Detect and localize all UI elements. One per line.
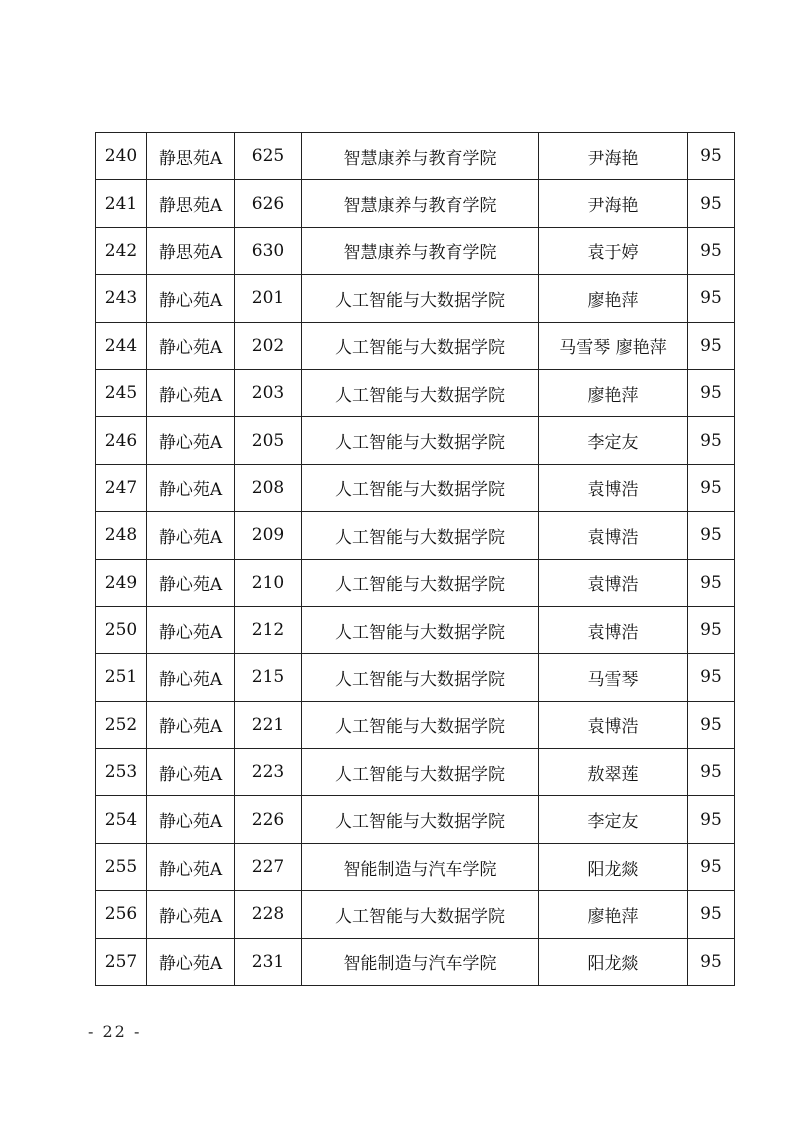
cell-number: 248 bbox=[96, 512, 147, 559]
cell-building: 静思苑A bbox=[147, 180, 235, 227]
table-row bbox=[96, 891, 735, 938]
cell-score: 95 bbox=[688, 322, 735, 369]
cell-room: 221 bbox=[235, 701, 302, 748]
cell-number: 246 bbox=[96, 417, 147, 464]
cell-score: 95 bbox=[688, 559, 735, 606]
table-row bbox=[96, 133, 735, 180]
cell-college: 人工智能与大数据学院 bbox=[302, 369, 539, 416]
cell-score: 95 bbox=[688, 180, 735, 227]
cell-person: 尹海艳 bbox=[539, 180, 688, 227]
cell-room: 231 bbox=[235, 938, 302, 985]
cell-room: 228 bbox=[235, 891, 302, 938]
cell-score: 95 bbox=[688, 938, 735, 985]
cell-person: 袁于婷 bbox=[539, 227, 688, 274]
cell-room: 208 bbox=[235, 464, 302, 511]
cell-number: 244 bbox=[96, 322, 147, 369]
cell-number: 257 bbox=[96, 938, 147, 985]
cell-score: 95 bbox=[688, 512, 735, 559]
cell-college: 人工智能与大数据学院 bbox=[302, 559, 539, 606]
cell-room: 630 bbox=[235, 227, 302, 274]
cell-building: 静心苑A bbox=[147, 654, 235, 701]
cell-number: 243 bbox=[96, 275, 147, 322]
cell-college: 智慧康养与教育学院 bbox=[302, 133, 539, 180]
cell-person: 袁博浩 bbox=[539, 606, 688, 653]
cell-building: 静心苑A bbox=[147, 701, 235, 748]
cell-person: 廖艳萍 bbox=[539, 275, 688, 322]
cell-college: 人工智能与大数据学院 bbox=[302, 796, 539, 843]
cell-college: 人工智能与大数据学院 bbox=[302, 891, 539, 938]
cell-room: 202 bbox=[235, 322, 302, 369]
cell-score: 95 bbox=[688, 654, 735, 701]
cell-person: 尹海艳 bbox=[539, 133, 688, 180]
cell-room: 209 bbox=[235, 512, 302, 559]
cell-room: 201 bbox=[235, 275, 302, 322]
cell-building: 静心苑A bbox=[147, 891, 235, 938]
cell-room: 210 bbox=[235, 559, 302, 606]
table-row bbox=[96, 369, 735, 416]
cell-building: 静心苑A bbox=[147, 369, 235, 416]
cell-room: 215 bbox=[235, 654, 302, 701]
cell-building: 静心苑A bbox=[147, 796, 235, 843]
cell-college: 人工智能与大数据学院 bbox=[302, 322, 539, 369]
cell-number: 242 bbox=[96, 227, 147, 274]
cell-room: 227 bbox=[235, 843, 302, 890]
cell-score: 95 bbox=[688, 796, 735, 843]
cell-college: 人工智能与大数据学院 bbox=[302, 275, 539, 322]
cell-score: 95 bbox=[688, 843, 735, 890]
cell-college: 智慧康养与教育学院 bbox=[302, 180, 539, 227]
cell-college: 人工智能与大数据学院 bbox=[302, 606, 539, 653]
cell-room: 205 bbox=[235, 417, 302, 464]
table-row bbox=[96, 417, 735, 464]
cell-building: 静心苑A bbox=[147, 322, 235, 369]
table-row bbox=[96, 654, 735, 701]
cell-number: 256 bbox=[96, 891, 147, 938]
cell-number: 254 bbox=[96, 796, 147, 843]
cell-person: 马雪琴 廖艳萍 bbox=[539, 322, 688, 369]
cell-room: 226 bbox=[235, 796, 302, 843]
cell-person: 李定友 bbox=[539, 417, 688, 464]
cell-room: 223 bbox=[235, 749, 302, 796]
cell-score: 95 bbox=[688, 133, 735, 180]
cell-person: 李定友 bbox=[539, 796, 688, 843]
dormitory-table bbox=[95, 132, 735, 986]
cell-person: 袁博浩 bbox=[539, 464, 688, 511]
cell-number: 245 bbox=[96, 369, 147, 416]
cell-person: 敖翠莲 bbox=[539, 749, 688, 796]
cell-person: 阳龙燚 bbox=[539, 938, 688, 985]
cell-college: 人工智能与大数据学院 bbox=[302, 654, 539, 701]
cell-number: 249 bbox=[96, 559, 147, 606]
cell-college: 人工智能与大数据学院 bbox=[302, 417, 539, 464]
cell-score: 95 bbox=[688, 606, 735, 653]
cell-building: 静思苑A bbox=[147, 227, 235, 274]
cell-person: 廖艳萍 bbox=[539, 369, 688, 416]
cell-score: 95 bbox=[688, 227, 735, 274]
cell-person: 袁博浩 bbox=[539, 701, 688, 748]
cell-score: 95 bbox=[688, 464, 735, 511]
cell-college: 智能制造与汽车学院 bbox=[302, 843, 539, 890]
cell-college: 人工智能与大数据学院 bbox=[302, 512, 539, 559]
table-row bbox=[96, 180, 735, 227]
cell-building: 静心苑A bbox=[147, 749, 235, 796]
cell-building: 静心苑A bbox=[147, 464, 235, 511]
cell-person: 袁博浩 bbox=[539, 559, 688, 606]
cell-score: 95 bbox=[688, 701, 735, 748]
cell-building: 静心苑A bbox=[147, 843, 235, 890]
cell-score: 95 bbox=[688, 275, 735, 322]
cell-score: 95 bbox=[688, 369, 735, 416]
cell-number: 241 bbox=[96, 180, 147, 227]
table-row bbox=[96, 796, 735, 843]
cell-person: 阳龙燚 bbox=[539, 843, 688, 890]
table-row bbox=[96, 749, 735, 796]
cell-number: 250 bbox=[96, 606, 147, 653]
cell-college: 人工智能与大数据学院 bbox=[302, 749, 539, 796]
cell-number: 247 bbox=[96, 464, 147, 511]
cell-person: 廖艳萍 bbox=[539, 891, 688, 938]
cell-building: 静心苑A bbox=[147, 606, 235, 653]
cell-building: 静思苑A bbox=[147, 133, 235, 180]
table-row bbox=[96, 843, 735, 890]
cell-college: 人工智能与大数据学院 bbox=[302, 464, 539, 511]
cell-score: 95 bbox=[688, 749, 735, 796]
cell-college: 智能制造与汽车学院 bbox=[302, 938, 539, 985]
cell-number: 251 bbox=[96, 654, 147, 701]
cell-score: 95 bbox=[688, 417, 735, 464]
cell-college: 人工智能与大数据学院 bbox=[302, 701, 539, 748]
cell-building: 静心苑A bbox=[147, 512, 235, 559]
cell-number: 240 bbox=[96, 133, 147, 180]
cell-building: 静心苑A bbox=[147, 559, 235, 606]
table-row bbox=[96, 701, 735, 748]
table-row bbox=[96, 559, 735, 606]
cell-room: 203 bbox=[235, 369, 302, 416]
page-number: - 22 - bbox=[88, 1022, 142, 1041]
cell-number: 255 bbox=[96, 843, 147, 890]
table-row bbox=[96, 322, 735, 369]
table-row bbox=[96, 275, 735, 322]
cell-room: 212 bbox=[235, 606, 302, 653]
table-row bbox=[96, 464, 735, 511]
cell-number: 253 bbox=[96, 749, 147, 796]
cell-room: 626 bbox=[235, 180, 302, 227]
cell-person: 马雪琴 bbox=[539, 654, 688, 701]
cell-score: 95 bbox=[688, 891, 735, 938]
table-row bbox=[96, 227, 735, 274]
cell-number: 252 bbox=[96, 701, 147, 748]
cell-building: 静心苑A bbox=[147, 275, 235, 322]
table-body bbox=[96, 133, 735, 986]
table-row bbox=[96, 938, 735, 985]
table-row bbox=[96, 512, 735, 559]
cell-college: 智慧康养与教育学院 bbox=[302, 227, 539, 274]
cell-building: 静心苑A bbox=[147, 938, 235, 985]
cell-building: 静心苑A bbox=[147, 417, 235, 464]
cell-room: 625 bbox=[235, 133, 302, 180]
table-row bbox=[96, 606, 735, 653]
cell-person: 袁博浩 bbox=[539, 512, 688, 559]
